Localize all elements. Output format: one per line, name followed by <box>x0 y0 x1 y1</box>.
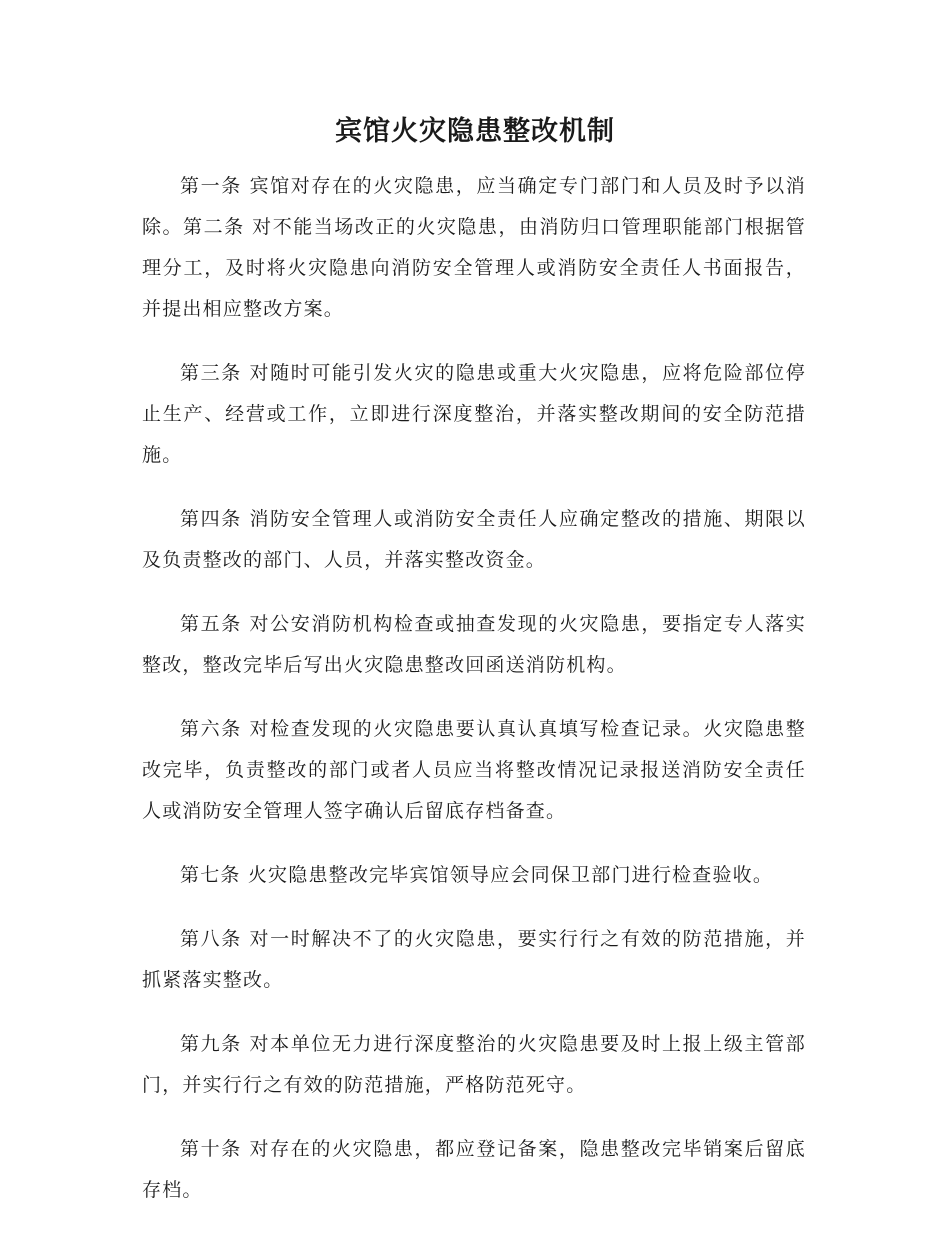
article-7-paragraph: 第七条 火灾隐患整改完毕宾馆领导应会同保卫部门进行检查验收。 <box>180 864 774 886</box>
article-5-paragraph: 第五条 对公安消防机构检查或抽查发现的火灾隐患，要指定专人落实整改，整改完毕后写出火灾隐患整改回函送消防机构。 <box>142 613 806 676</box>
article-1-2-paragraph: 第一条 宾馆对存在的火灾隐患，应当确定专门部门和人员及时予以消除。第二条 对不能当场改正的火灾隐患，由消防归口管理职能部门根据管理分工，及时将火灾隐患向消防安全管理人或消防安全责任人书面报告，并提出相应整改方案。 <box>142 175 806 320</box>
article-6-paragraph: 第六条 对检查发现的火灾隐患要认真认真填写检查记录。火灾隐患整改完毕，负责整改的部门或者人员应当将整改情况记录报送消防安全责任人或消防安全管理人签字确认后留底存档备查。 <box>142 718 806 822</box>
article-8-paragraph: 第八条 对一时解决不了的火灾隐患，要实行行之有效的防范措施，并抓紧落实整改。 <box>142 928 806 991</box>
article-4-paragraph: 第四条 消防安全管理人或消防安全责任人应确定整改的措施、期限以及负责整改的部门、人员，并落实整改资金。 <box>142 508 806 571</box>
document-title: 宾馆火灾隐患整改机制 <box>335 116 615 147</box>
article-10-paragraph: 第十条 对存在的火灾隐患，都应登记备案，隐患整改完毕销案后留底存档。 <box>142 1138 806 1201</box>
article-9-paragraph: 第九条 对本单位无力进行深度整治的火灾隐患要及时上报上级主管部门，并实行行之有效的防范措施，严格防范死守。 <box>142 1033 806 1096</box>
article-3-paragraph: 第三条 对随时可能引发火灾的隐患或重大火灾隐患，应将危险部位停止生产、经营或工作，立即进行深度整治，并落实整改期间的安全防范措施。 <box>142 362 806 466</box>
document-body <box>142 166 806 1234</box>
